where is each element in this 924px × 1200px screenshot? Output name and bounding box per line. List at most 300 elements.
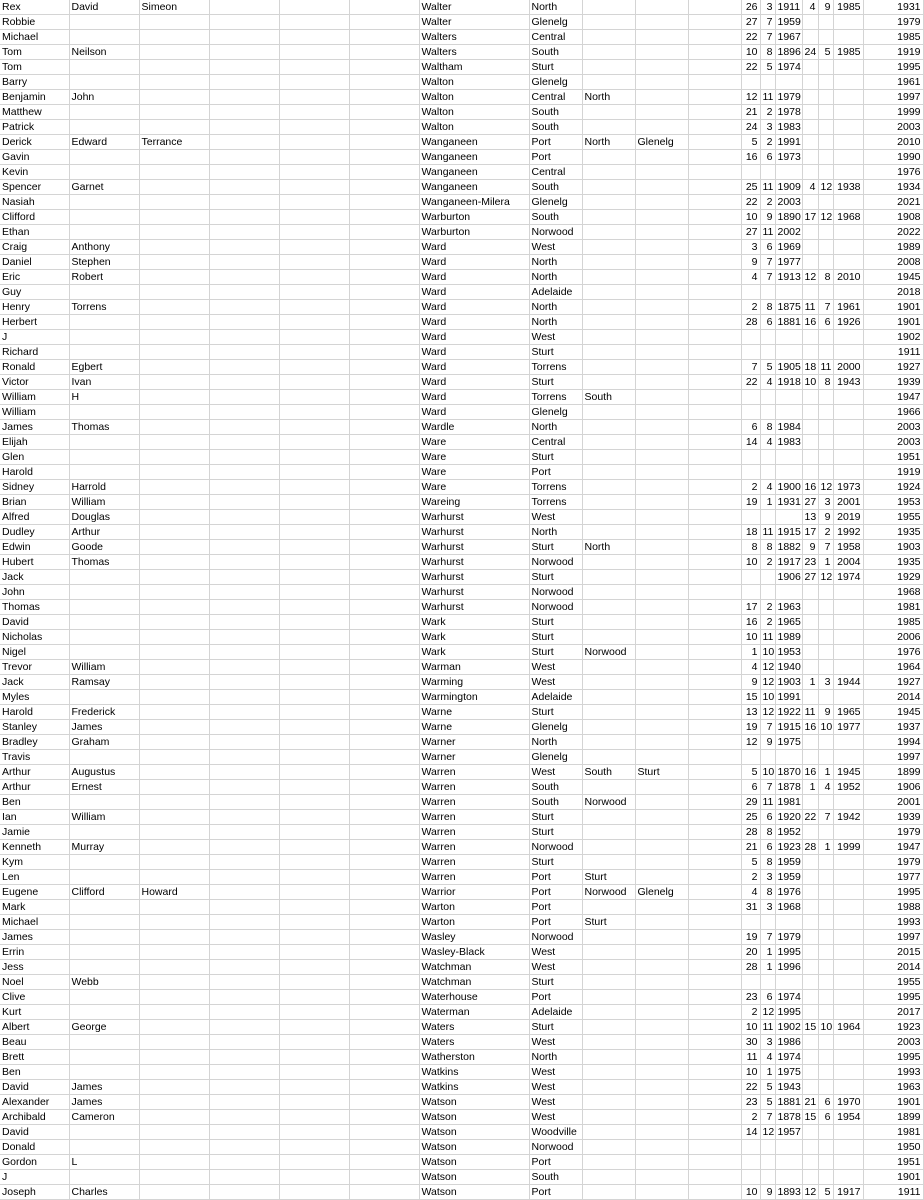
cell[interactable] (279, 945, 349, 960)
cell[interactable]: Ben (0, 1065, 69, 1080)
cell[interactable]: 10 (818, 1020, 833, 1035)
cell[interactable] (209, 795, 279, 810)
cell[interactable] (802, 1125, 818, 1140)
cell[interactable] (139, 465, 209, 480)
cell[interactable]: Sturt (529, 540, 582, 555)
cell[interactable] (139, 1185, 209, 1200)
cell[interactable]: 5 (741, 135, 760, 150)
cell[interactable] (279, 270, 349, 285)
cell[interactable]: Watchman (419, 960, 529, 975)
cell[interactable] (582, 1185, 635, 1200)
cell[interactable]: 2010 (833, 270, 863, 285)
cell[interactable]: North (529, 1050, 582, 1065)
cell[interactable]: 1977 (863, 870, 923, 885)
cell[interactable]: Len (0, 870, 69, 885)
cell[interactable]: 1977 (833, 720, 863, 735)
cell[interactable]: 17 (802, 210, 818, 225)
cell[interactable]: 12 (802, 270, 818, 285)
cell[interactable]: Arthur (0, 780, 69, 795)
cell[interactable] (69, 990, 139, 1005)
cell[interactable] (209, 615, 279, 630)
cell[interactable]: Anthony (69, 240, 139, 255)
cell[interactable]: Bradley (0, 735, 69, 750)
cell[interactable] (635, 345, 688, 360)
cell[interactable]: 1991 (775, 690, 802, 705)
cell[interactable]: 7 (760, 1110, 775, 1125)
cell[interactable]: Glenelg (529, 405, 582, 420)
cell[interactable] (69, 570, 139, 585)
cell[interactable] (582, 525, 635, 540)
cell[interactable]: 2 (741, 1110, 760, 1125)
cell[interactable] (582, 1125, 635, 1140)
cell[interactable] (802, 600, 818, 615)
cell[interactable] (582, 165, 635, 180)
cell[interactable]: Port (529, 870, 582, 885)
cell[interactable]: James (69, 1095, 139, 1110)
cell[interactable] (69, 930, 139, 945)
cell[interactable] (582, 1065, 635, 1080)
cell[interactable] (802, 1005, 818, 1020)
cell[interactable]: South (529, 780, 582, 795)
cell[interactable] (688, 630, 741, 645)
cell[interactable] (279, 855, 349, 870)
cell[interactable] (760, 1155, 775, 1170)
cell[interactable]: 10 (741, 1065, 760, 1080)
cell[interactable] (349, 1185, 419, 1200)
cell[interactable] (279, 870, 349, 885)
cell[interactable]: 1 (818, 840, 833, 855)
cell[interactable]: 1955 (863, 975, 923, 990)
cell[interactable] (139, 720, 209, 735)
cell[interactable] (209, 915, 279, 930)
cell[interactable]: Glen (0, 450, 69, 465)
cell[interactable] (279, 510, 349, 525)
cell[interactable] (349, 270, 419, 285)
cell[interactable]: Derick (0, 135, 69, 150)
cell[interactable] (69, 210, 139, 225)
cell[interactable] (139, 450, 209, 465)
cell[interactable] (760, 405, 775, 420)
cell[interactable] (279, 900, 349, 915)
cell[interactable]: Patrick (0, 120, 69, 135)
cell[interactable] (802, 1170, 818, 1185)
cell[interactable] (760, 585, 775, 600)
cell[interactable]: Walter (419, 0, 529, 15)
cell[interactable]: 24 (741, 120, 760, 135)
cell[interactable]: 1945 (863, 705, 923, 720)
cell[interactable] (69, 75, 139, 90)
cell[interactable]: Nigel (0, 645, 69, 660)
cell[interactable] (582, 840, 635, 855)
cell[interactable]: 1906 (863, 780, 923, 795)
cell[interactable]: 1935 (863, 555, 923, 570)
cell[interactable] (279, 210, 349, 225)
cell[interactable] (760, 465, 775, 480)
cell[interactable]: South (529, 45, 582, 60)
cell[interactable] (349, 510, 419, 525)
cell[interactable] (349, 1095, 419, 1110)
cell[interactable] (279, 990, 349, 1005)
cell[interactable] (69, 1035, 139, 1050)
cell[interactable]: Jack (0, 570, 69, 585)
cell[interactable]: Watson (419, 1125, 529, 1140)
cell[interactable]: 17 (802, 525, 818, 540)
cell[interactable] (818, 900, 833, 915)
cell[interactable] (635, 90, 688, 105)
cell[interactable] (139, 495, 209, 510)
cell[interactable]: West (529, 675, 582, 690)
cell[interactable]: John (69, 90, 139, 105)
cell[interactable] (760, 450, 775, 465)
cell[interactable]: Waters (419, 1035, 529, 1050)
cell[interactable]: 21 (802, 1095, 818, 1110)
cell[interactable]: Wanganeen (419, 150, 529, 165)
cell[interactable] (741, 1140, 760, 1155)
cell[interactable] (802, 825, 818, 840)
cell[interactable] (833, 750, 863, 765)
cell[interactable] (688, 15, 741, 30)
cell[interactable] (139, 990, 209, 1005)
cell[interactable]: Kurt (0, 1005, 69, 1020)
cell[interactable] (349, 330, 419, 345)
cell[interactable] (209, 330, 279, 345)
cell[interactable]: 1 (818, 555, 833, 570)
cell[interactable] (833, 15, 863, 30)
cell[interactable] (209, 345, 279, 360)
cell[interactable] (818, 975, 833, 990)
cell[interactable] (279, 480, 349, 495)
cell[interactable] (635, 360, 688, 375)
cell[interactable]: Matthew (0, 105, 69, 120)
cell[interactable]: Daniel (0, 255, 69, 270)
cell[interactable] (833, 990, 863, 1005)
cell[interactable] (688, 495, 741, 510)
cell[interactable]: 1961 (863, 75, 923, 90)
cell[interactable] (139, 420, 209, 435)
cell[interactable] (818, 795, 833, 810)
cell[interactable]: 9 (741, 675, 760, 690)
cell[interactable]: 1903 (863, 540, 923, 555)
cell[interactable] (635, 405, 688, 420)
cell[interactable] (802, 120, 818, 135)
cell[interactable]: 12 (802, 1185, 818, 1200)
cell[interactable] (635, 855, 688, 870)
cell[interactable] (635, 285, 688, 300)
cell[interactable]: Hubert (0, 555, 69, 570)
cell[interactable]: 1915 (775, 720, 802, 735)
cell[interactable] (209, 405, 279, 420)
cell[interactable] (688, 465, 741, 480)
cell[interactable] (688, 300, 741, 315)
cell[interactable]: Port (529, 1185, 582, 1200)
cell[interactable] (279, 165, 349, 180)
cell[interactable] (582, 660, 635, 675)
cell[interactable]: Ben (0, 795, 69, 810)
cell[interactable] (688, 915, 741, 930)
cell[interactable] (582, 810, 635, 825)
cell[interactable] (818, 1065, 833, 1080)
cell[interactable]: Jess (0, 960, 69, 975)
cell[interactable] (688, 705, 741, 720)
cell[interactable]: 31 (741, 900, 760, 915)
cell[interactable]: 11 (760, 225, 775, 240)
cell[interactable] (209, 285, 279, 300)
cell[interactable] (279, 120, 349, 135)
cell[interactable]: 1979 (863, 855, 923, 870)
cell[interactable] (349, 885, 419, 900)
cell[interactable] (635, 975, 688, 990)
cell[interactable] (818, 585, 833, 600)
cell[interactable]: Ward (419, 330, 529, 345)
cell[interactable]: Archibald (0, 1110, 69, 1125)
cell[interactable]: William (0, 405, 69, 420)
cell[interactable] (582, 1170, 635, 1185)
cell[interactable]: 1981 (863, 600, 923, 615)
cell[interactable] (818, 1035, 833, 1050)
cell[interactable] (209, 240, 279, 255)
cell[interactable] (741, 345, 760, 360)
cell[interactable] (688, 105, 741, 120)
cell[interactable]: David (0, 1125, 69, 1140)
cell[interactable] (635, 240, 688, 255)
cell[interactable] (833, 690, 863, 705)
cell[interactable] (833, 660, 863, 675)
cell[interactable]: 2001 (863, 795, 923, 810)
cell[interactable] (582, 510, 635, 525)
cell[interactable] (349, 90, 419, 105)
cell[interactable] (209, 1140, 279, 1155)
cell[interactable] (209, 1050, 279, 1065)
cell[interactable] (818, 945, 833, 960)
cell[interactable] (209, 375, 279, 390)
cell[interactable]: 1963 (863, 1080, 923, 1095)
cell[interactable] (209, 510, 279, 525)
cell[interactable]: 2003 (863, 420, 923, 435)
cell[interactable] (349, 780, 419, 795)
cell[interactable] (209, 525, 279, 540)
cell[interactable]: 1996 (775, 960, 802, 975)
cell[interactable]: Ward (419, 390, 529, 405)
cell[interactable] (688, 0, 741, 15)
cell[interactable]: Terrance (139, 135, 209, 150)
cell[interactable] (349, 930, 419, 945)
cell[interactable]: 22 (741, 195, 760, 210)
cell[interactable] (349, 1155, 419, 1170)
cell[interactable]: 1 (818, 765, 833, 780)
cell[interactable] (279, 630, 349, 645)
cell[interactable]: 5 (818, 1185, 833, 1200)
cell[interactable]: Craig (0, 240, 69, 255)
cell[interactable]: 4 (760, 1050, 775, 1065)
cell[interactable]: 22 (741, 60, 760, 75)
cell[interactable]: 1976 (863, 645, 923, 660)
cell[interactable]: Torrens (529, 360, 582, 375)
cell[interactable] (349, 1035, 419, 1050)
cell[interactable] (635, 210, 688, 225)
cell[interactable] (635, 660, 688, 675)
cell[interactable]: Arthur (0, 765, 69, 780)
cell[interactable]: Stephen (69, 255, 139, 270)
cell[interactable]: Thomas (69, 555, 139, 570)
cell[interactable] (349, 855, 419, 870)
cell[interactable]: Watson (419, 1155, 529, 1170)
cell[interactable] (69, 225, 139, 240)
cell[interactable]: 20 (741, 945, 760, 960)
cell[interactable]: Port (529, 915, 582, 930)
cell[interactable] (349, 480, 419, 495)
cell[interactable]: 1923 (863, 1020, 923, 1035)
cell[interactable]: South (529, 795, 582, 810)
cell[interactable] (802, 345, 818, 360)
cell[interactable]: 10 (760, 690, 775, 705)
cell[interactable] (688, 1035, 741, 1050)
cell[interactable] (802, 900, 818, 915)
cell[interactable] (69, 795, 139, 810)
cell[interactable]: Warhurst (419, 540, 529, 555)
cell[interactable] (760, 510, 775, 525)
cell[interactable] (209, 600, 279, 615)
cell[interactable] (209, 735, 279, 750)
cell[interactable]: 1988 (863, 900, 923, 915)
cell[interactable]: 12 (818, 180, 833, 195)
cell[interactable] (582, 1155, 635, 1170)
cell[interactable]: George (69, 1020, 139, 1035)
cell[interactable]: Warhurst (419, 600, 529, 615)
cell[interactable] (833, 1080, 863, 1095)
cell[interactable]: Norwood (582, 885, 635, 900)
cell[interactable] (635, 255, 688, 270)
cell[interactable] (741, 1170, 760, 1185)
cell[interactable] (349, 60, 419, 75)
cell[interactable] (209, 675, 279, 690)
cell[interactable]: 2015 (863, 945, 923, 960)
cell[interactable] (69, 1005, 139, 1020)
cell[interactable] (139, 480, 209, 495)
cell[interactable] (279, 885, 349, 900)
cell[interactable] (802, 105, 818, 120)
cell[interactable]: 3 (760, 1035, 775, 1050)
cell[interactable]: West (529, 1110, 582, 1125)
cell[interactable] (69, 1170, 139, 1185)
cell[interactable]: Norwood (529, 600, 582, 615)
cell[interactable]: 6 (741, 780, 760, 795)
cell[interactable] (688, 990, 741, 1005)
cell[interactable] (582, 825, 635, 840)
cell[interactable]: 1994 (863, 735, 923, 750)
cell[interactable] (209, 15, 279, 30)
cell[interactable]: 1915 (775, 525, 802, 540)
cell[interactable] (349, 750, 419, 765)
cell[interactable]: Torrens (69, 300, 139, 315)
cell[interactable]: 1983 (775, 435, 802, 450)
cell[interactable]: 11 (760, 525, 775, 540)
cell[interactable] (139, 270, 209, 285)
cell[interactable] (279, 960, 349, 975)
cell[interactable]: Robbie (0, 15, 69, 30)
cell[interactable] (349, 390, 419, 405)
cell[interactable]: 2 (760, 555, 775, 570)
cell[interactable]: John (0, 585, 69, 600)
cell[interactable] (635, 840, 688, 855)
cell[interactable] (818, 330, 833, 345)
cell[interactable] (279, 465, 349, 480)
cell[interactable] (209, 270, 279, 285)
cell[interactable]: 16 (802, 765, 818, 780)
cell[interactable]: 25 (741, 810, 760, 825)
cell[interactable] (139, 15, 209, 30)
cell[interactable]: 1942 (833, 810, 863, 825)
cell[interactable]: North (582, 540, 635, 555)
cell[interactable]: 1 (760, 1065, 775, 1080)
cell[interactable]: 8 (760, 300, 775, 315)
cell[interactable] (349, 120, 419, 135)
cell[interactable]: Ian (0, 810, 69, 825)
cell[interactable]: 1923 (775, 840, 802, 855)
cell[interactable]: Warren (419, 810, 529, 825)
cell[interactable] (209, 45, 279, 60)
cell[interactable] (802, 405, 818, 420)
cell[interactable]: 27 (741, 225, 760, 240)
cell[interactable]: 1975 (775, 1065, 802, 1080)
cell[interactable]: David (0, 1080, 69, 1095)
cell[interactable] (349, 300, 419, 315)
cell[interactable]: Warhurst (419, 570, 529, 585)
cell[interactable] (741, 750, 760, 765)
cell[interactable] (279, 540, 349, 555)
cell[interactable]: 2 (760, 135, 775, 150)
cell[interactable] (760, 570, 775, 585)
cell[interactable] (209, 420, 279, 435)
cell[interactable] (802, 795, 818, 810)
cell[interactable]: Wanganeen-Milera (419, 195, 529, 210)
cell[interactable]: Norwood (529, 585, 582, 600)
cell[interactable] (802, 1140, 818, 1155)
cell[interactable] (818, 60, 833, 75)
cell[interactable] (582, 945, 635, 960)
cell[interactable] (688, 315, 741, 330)
cell[interactable]: West (529, 1065, 582, 1080)
cell[interactable]: 21 (741, 105, 760, 120)
cell[interactable]: Trevor (0, 660, 69, 675)
cell[interactable]: 7 (760, 255, 775, 270)
cell[interactable] (349, 615, 419, 630)
cell[interactable] (139, 540, 209, 555)
cell[interactable] (139, 90, 209, 105)
cell[interactable] (582, 450, 635, 465)
cell[interactable] (688, 795, 741, 810)
cell[interactable] (688, 870, 741, 885)
cell[interactable] (833, 630, 863, 645)
cell[interactable] (69, 630, 139, 645)
cell[interactable] (833, 1065, 863, 1080)
cell[interactable]: West (529, 945, 582, 960)
cell[interactable]: Glenelg (635, 135, 688, 150)
cell[interactable] (349, 900, 419, 915)
cell[interactable] (818, 600, 833, 615)
cell[interactable] (209, 315, 279, 330)
cell[interactable] (139, 315, 209, 330)
cell[interactable]: 19 (741, 495, 760, 510)
cell[interactable]: Torrens (529, 480, 582, 495)
cell[interactable]: 28 (741, 825, 760, 840)
cell[interactable] (688, 150, 741, 165)
cell[interactable]: 1944 (833, 675, 863, 690)
cell[interactable] (349, 915, 419, 930)
cell[interactable]: 1929 (863, 570, 923, 585)
cell[interactable] (802, 990, 818, 1005)
cell[interactable] (818, 1155, 833, 1170)
cell[interactable] (349, 45, 419, 60)
